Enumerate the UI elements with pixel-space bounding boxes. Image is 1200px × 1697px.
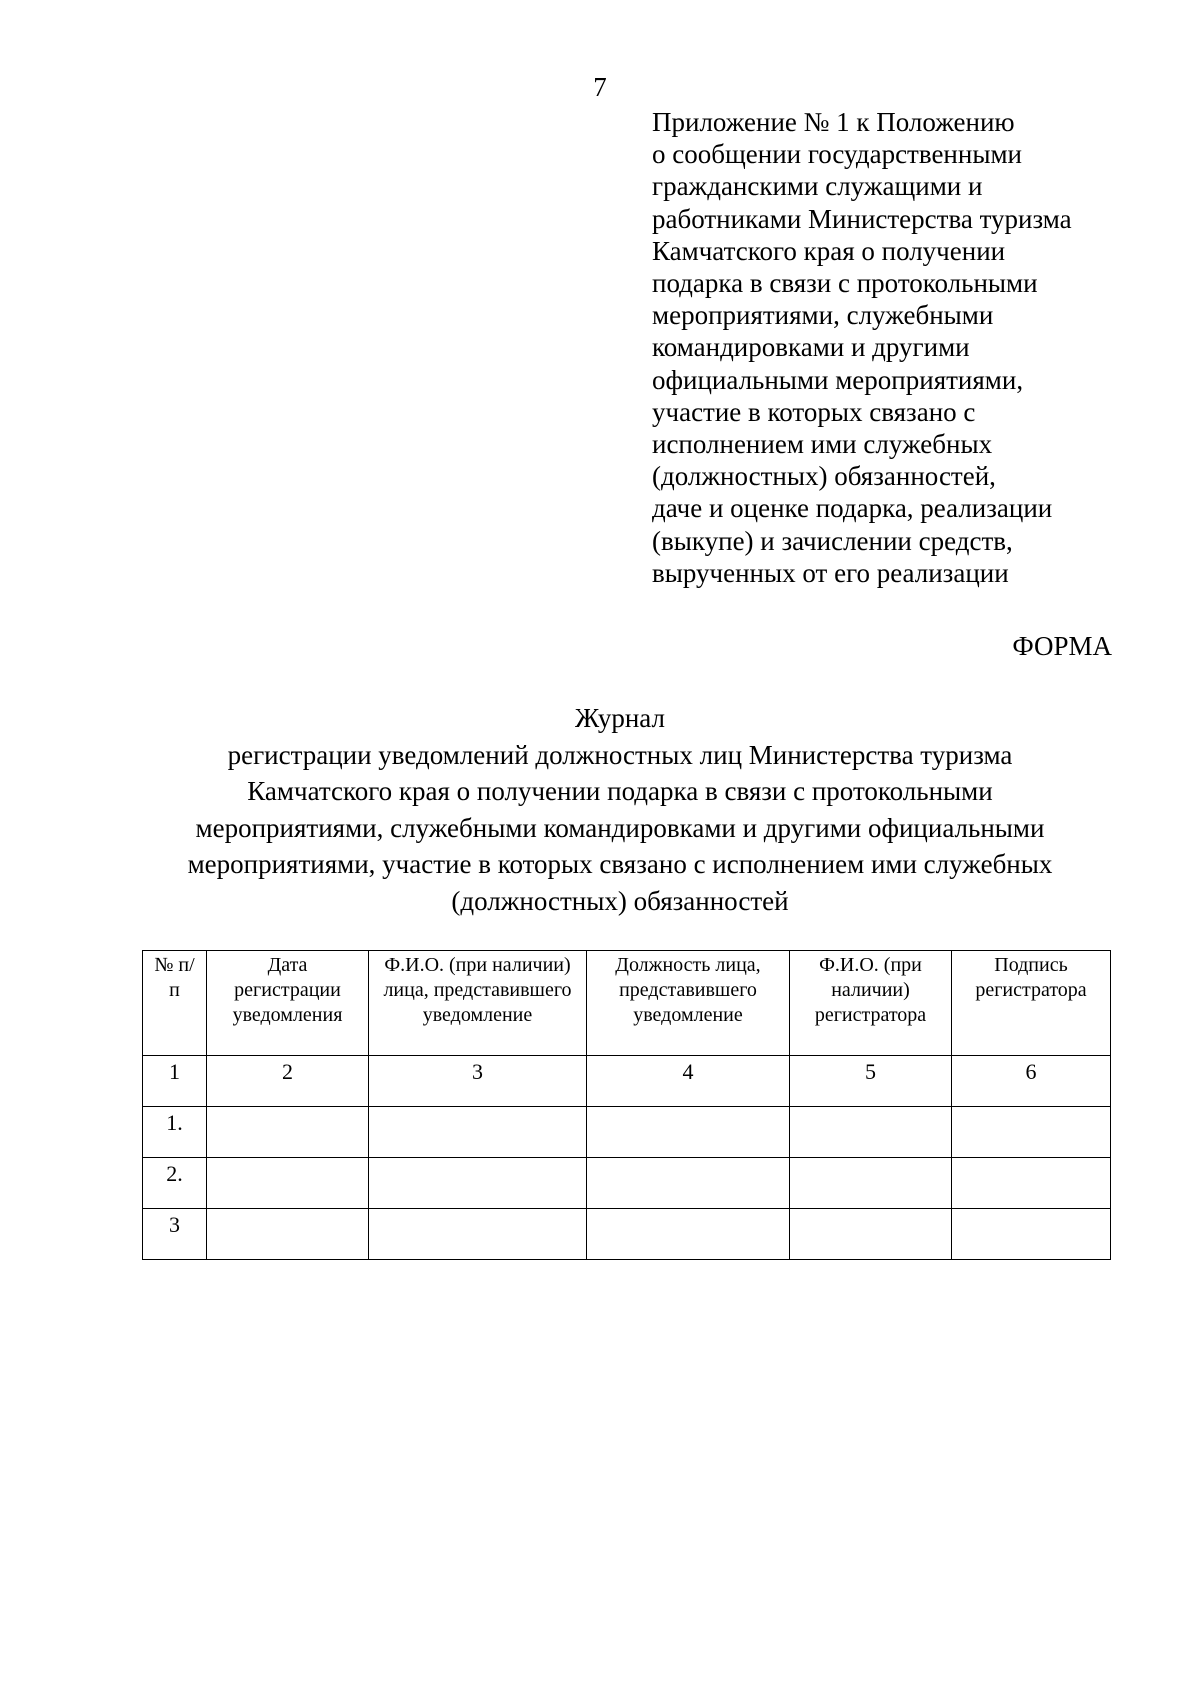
table-cell <box>587 1209 790 1260</box>
appendix-line: официальными мероприятиями, <box>652 364 1024 395</box>
appendix-line: (должностных) обязанностей, <box>652 461 996 492</box>
table-cell <box>790 1209 952 1260</box>
table-cell <box>587 1107 790 1158</box>
appendix-line: Камчатского края о получении <box>652 235 1006 266</box>
table-cell <box>369 1107 587 1158</box>
column-number: 2 <box>207 1056 369 1107</box>
table-row <box>143 1158 1111 1209</box>
table-cell <box>952 1209 1111 1260</box>
appendix-note <box>652 106 1172 589</box>
appendix-line: работниками Министерства туризма <box>652 203 1072 234</box>
appendix-line: участие в которых связано с <box>652 396 976 427</box>
appendix-line: мероприятиями, служебными <box>652 300 994 331</box>
table-cell <box>207 1107 369 1158</box>
journal-subtitle-line: мероприятиями, служебными командировками и другими официальными <box>195 812 1045 843</box>
table-cell <box>790 1158 952 1209</box>
appendix-line: командировками и другими <box>652 332 970 363</box>
column-number: 6 <box>952 1056 1111 1107</box>
row-number: 2. <box>143 1158 207 1209</box>
table-cell <box>952 1158 1111 1209</box>
journal-subtitle-line: регистрации уведомлений должностных лиц Министерства туризма <box>227 739 1013 770</box>
page-number: 7 <box>593 72 607 102</box>
header-number: № п/п <box>143 951 207 1056</box>
column-number: 3 <box>369 1056 587 1107</box>
form-label: ФОРМА <box>1012 631 1112 661</box>
journal-heading <box>100 700 1140 919</box>
table-cell <box>790 1107 952 1158</box>
register-table <box>142 950 1111 1260</box>
header-submitter-name: Ф.И.О. (при наличии) лица, представившего уведомление <box>369 951 587 1056</box>
header-registrar-name: Ф.И.О. (при наличии) регистратора <box>790 951 952 1056</box>
appendix-line: о сообщении государственными <box>652 139 1022 170</box>
journal-title: Журнал <box>574 703 666 733</box>
appendix-line: вырученных от его реализации <box>652 557 1009 588</box>
journal-subtitle-line: мероприятиями, участие в которых связано с исполнением ими служебных <box>187 849 1053 879</box>
column-number: 1 <box>143 1056 207 1107</box>
header-registration-date: Дата регистрации уведомления <box>207 951 369 1056</box>
row-number: 1. <box>143 1107 207 1158</box>
table-row <box>143 1209 1111 1260</box>
appendix-line: (выкупе) и зачислении средств, <box>652 525 1013 556</box>
table-row <box>143 1107 1111 1158</box>
column-number-row <box>143 1056 1111 1107</box>
appendix-line: гражданскими служащими и <box>652 171 983 202</box>
table-cell <box>207 1209 369 1260</box>
header-submitter-position: Должность лица, представившего уведомление <box>587 951 790 1056</box>
table-cell <box>369 1209 587 1260</box>
appendix-line: исполнением ими служебных <box>652 429 993 460</box>
table-cell <box>207 1158 369 1209</box>
table-header-row <box>143 951 1111 1056</box>
table-cell <box>369 1158 587 1209</box>
appendix-line: Приложение № 1 к Положению <box>652 107 1015 137</box>
journal-subtitle-line: (должностных) обязанностей <box>451 885 789 916</box>
row-number: 3 <box>143 1209 207 1260</box>
header-registrar-signature: Подпись регистратора <box>952 951 1111 1056</box>
column-number: 5 <box>790 1056 952 1107</box>
appendix-line: даче и оценке подарка, реализации <box>652 493 1053 524</box>
appendix-line: подарка в связи с протокольными <box>652 268 1038 299</box>
table-cell <box>952 1107 1111 1158</box>
table-cell <box>587 1158 790 1209</box>
journal-subtitle-line: Камчатского края о получении подарка в связи с протокольными <box>247 776 993 806</box>
column-number: 4 <box>587 1056 790 1107</box>
